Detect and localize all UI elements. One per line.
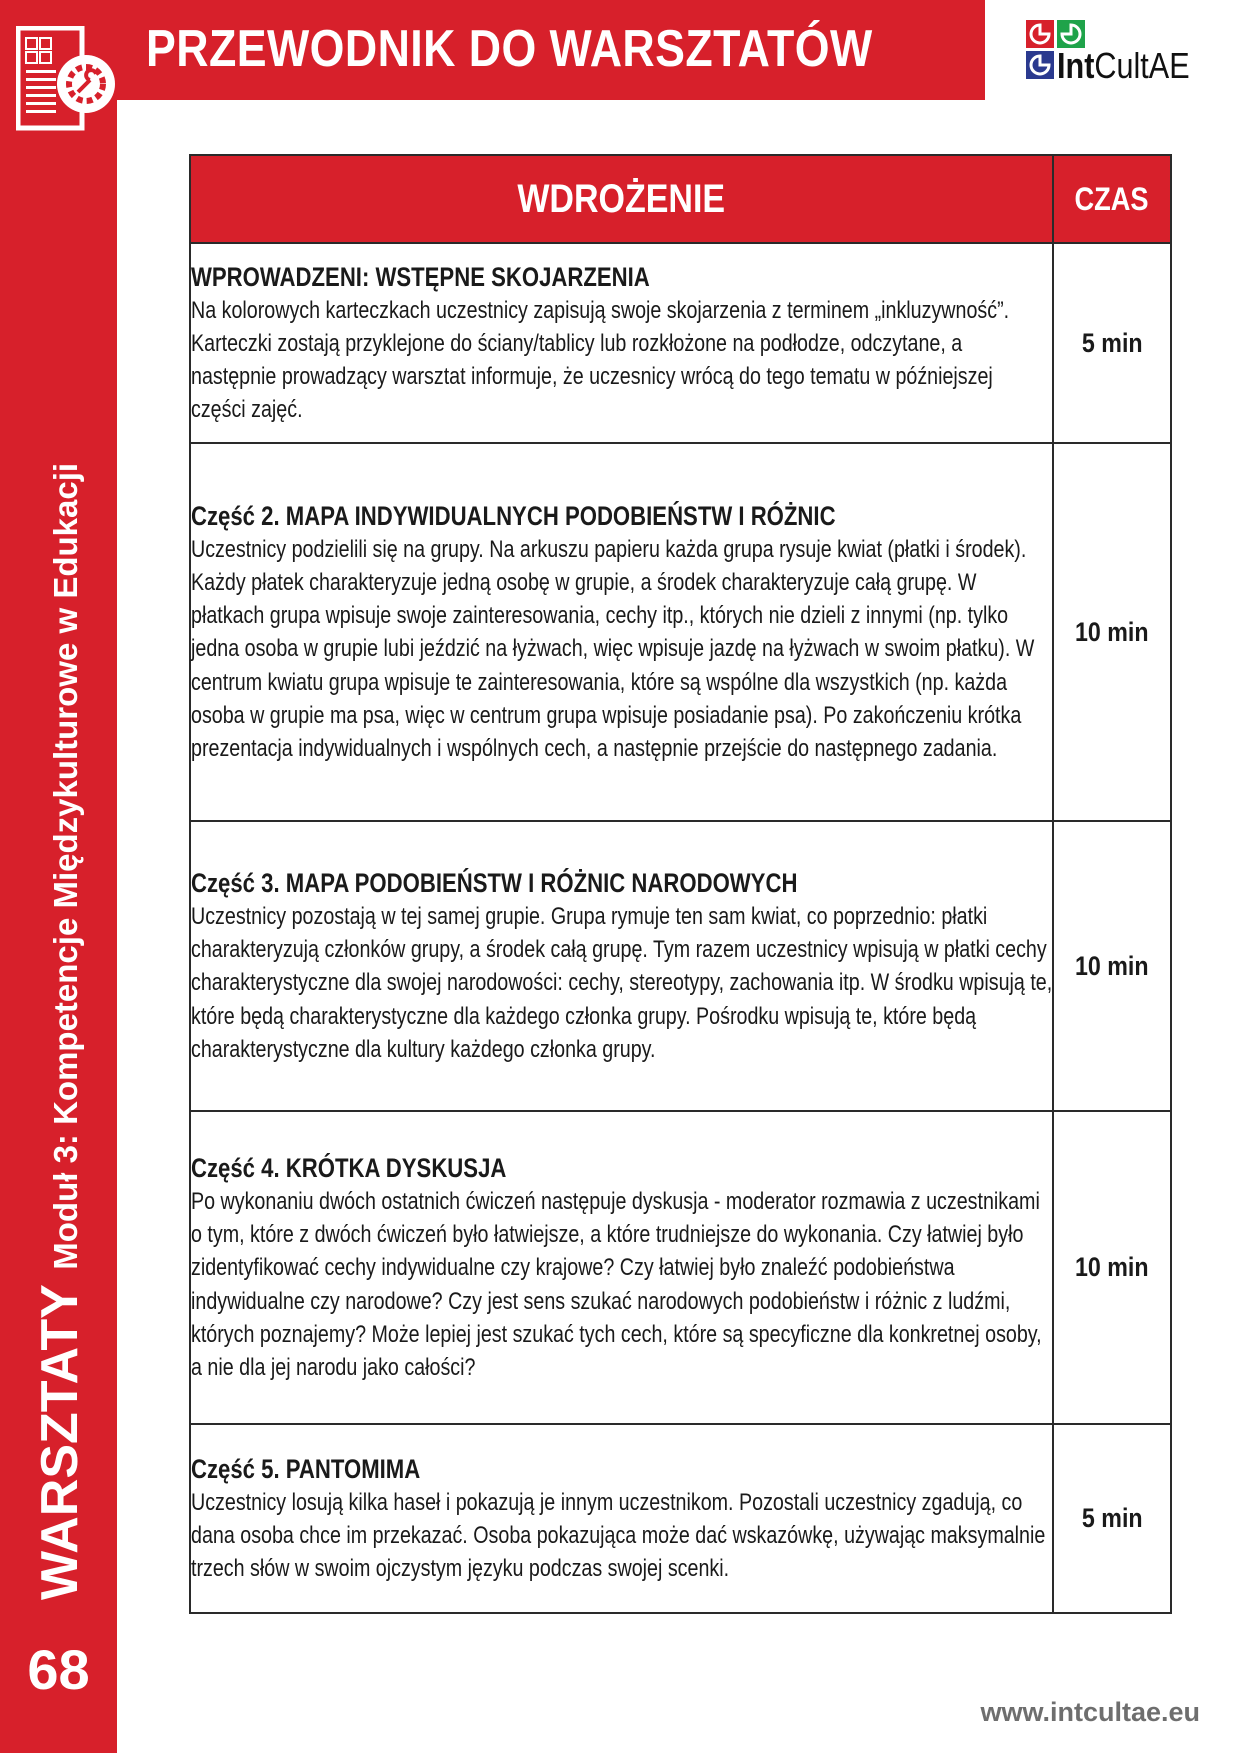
intcultae-logo	[1026, 20, 1216, 86]
activity-description: Na kolorowych karteczkach uczestnicy zapisują swoje skojarzenia z terminem „inkluzywność”. Karteczki zostają przyklejone do ściany/tablicy lub rozkłożone na podłodze, odczytane, a następnie prowadzący warsztat informuje, że uczesnicy wrócą do tego tematu w późniejszej części zajęć.	[191, 296, 1010, 424]
duration-cell: 10 min	[1053, 821, 1171, 1111]
activity-description: Uczestnicy losują kilka haseł i pokazują je innym uczestnikom. Pozostali uczestnicy zgadują, co dana osoba chce im przekazać. Osoba pokazująca może dać wskazówkę, używając maksymalnie trzech słów w swoim ojczystym języku podczas swojej scenki.	[191, 1488, 1046, 1583]
table-header-row	[190, 155, 1171, 243]
page-title: PRZEWODNIK DO WARSZTATÓW	[146, 20, 873, 78]
implementation-table	[189, 154, 1172, 1614]
duration-cell: 5 min	[1053, 243, 1171, 443]
table-row	[190, 821, 1171, 1111]
header-time: CZAS	[1053, 155, 1171, 243]
duration-cell: 10 min	[1053, 1111, 1171, 1424]
duration-cell: 5 min	[1053, 1424, 1171, 1613]
sidebar-label-module: Moduł 3: Kompetencje Międzykulturowe w Edukacji	[47, 462, 84, 1270]
table-row	[190, 243, 1171, 443]
logo-blue-face-icon	[1026, 51, 1054, 79]
logo-red-face-icon	[1026, 20, 1054, 48]
table-row	[190, 1424, 1171, 1613]
activity-cell	[190, 821, 1053, 1111]
sidebar-label-workshops: WARSZTATY	[31, 1284, 89, 1600]
activity-cell	[190, 243, 1053, 443]
activity-cell	[190, 1111, 1053, 1424]
activity-title: Część 2. MAPA INDYWIDUALNYCH PODOBIEŃSTW I RÓŻNIC	[191, 500, 836, 531]
activity-description: Uczestnicy pozostają w tej samej grupie. Grupa rymuje ten sam kwiat, co poprzednio: płatki charakteryzują członków grupy, a środek całą grupę. Tym razem uczestnicy wpisują w płatki cechy charakterystyczne dla swojej narodowości: cechy, stereotypy, zachowania itp. W środku wpisują te, które będą charakterystyczne dla każdego członka grupy. Pośrodku wpisują te, które będą charakterystyczne dla kultury każdego członka grupy.	[191, 902, 1053, 1063]
activity-cell	[190, 1424, 1053, 1613]
table-row	[190, 1111, 1171, 1424]
activity-description: Uczestnicy podzielili się na grupy. Na arkuszu papieru każda grupa rysuje kwiat (płatki i środek). Każdy płatek charakteryzuje jedną osobę w grupie, a środek charakteryzuje całą grupę. W płatkach grupa wpisuje swoje zainteresowania, cechy itp., których nie dzieli z innymi (np. tylko jedna osoba w grupie lubi jeździć na łyżwach, więc wpisuje jazdę na łyżwach w swoim płatku). W centrum kwiatu grupa wpisuje te zainteresowania, które są wspólne dla wszystkich (np. każda osoba w grupie ma psa, więc w centrum grupa wpisuje posiadanie psa). Po zakończeniu krótka prezentacja indywidualnych i wspólnych cech, a następnie przejście do następnego zadania.	[191, 535, 1035, 762]
page-number: 68	[27, 1638, 90, 1701]
activity-cell	[190, 443, 1053, 821]
workshop-guide-icon	[16, 26, 116, 131]
header-implementation: WDROŻENIE	[190, 155, 1053, 243]
activity-title: Część 4. KRÓTKA DYSKUSJA	[191, 1152, 507, 1183]
sidebar-module-label	[30, 350, 90, 1600]
activity-description: Po wykonaniu dwóch ostatnich ćwiczeń następuje dyskusja - moderator rozmawia z uczestnikami o tym, które z dwóch ćwiczeń było łatwiejsze, a które trudniejsze do wykonania. Czy łatwiej było zidentyfikować cechy indywidualne czy krajowe? Czy łatwiej było znaleźć podobieństwa indywidualne czy narodowe? Czy jest sens szukać narodowych podobieństw i różnic z ludźmi, których poznajemy? Może lepiej jest szukać tych cech, które są specyficzne dla konkretnej osoby, a nie dla jej narodu jako całości?	[191, 1187, 1042, 1381]
table-row	[190, 443, 1171, 821]
logo-green-face-icon	[1057, 20, 1085, 48]
logo-wordmark: IntCultAE	[1057, 45, 1190, 86]
duration-cell: 10 min	[1053, 443, 1171, 821]
footer-website-link[interactable]: www.intcultae.eu	[980, 1697, 1200, 1727]
activity-title: WPROWADZENI: WSTĘPNE SKOJARZENIA	[191, 261, 650, 292]
activity-title: Część 3. MAPA PODOBIEŃSTW I RÓŻNIC NARODOWYCH	[191, 867, 798, 898]
activity-title: Część 5. PANTOMIMA	[191, 1453, 421, 1484]
